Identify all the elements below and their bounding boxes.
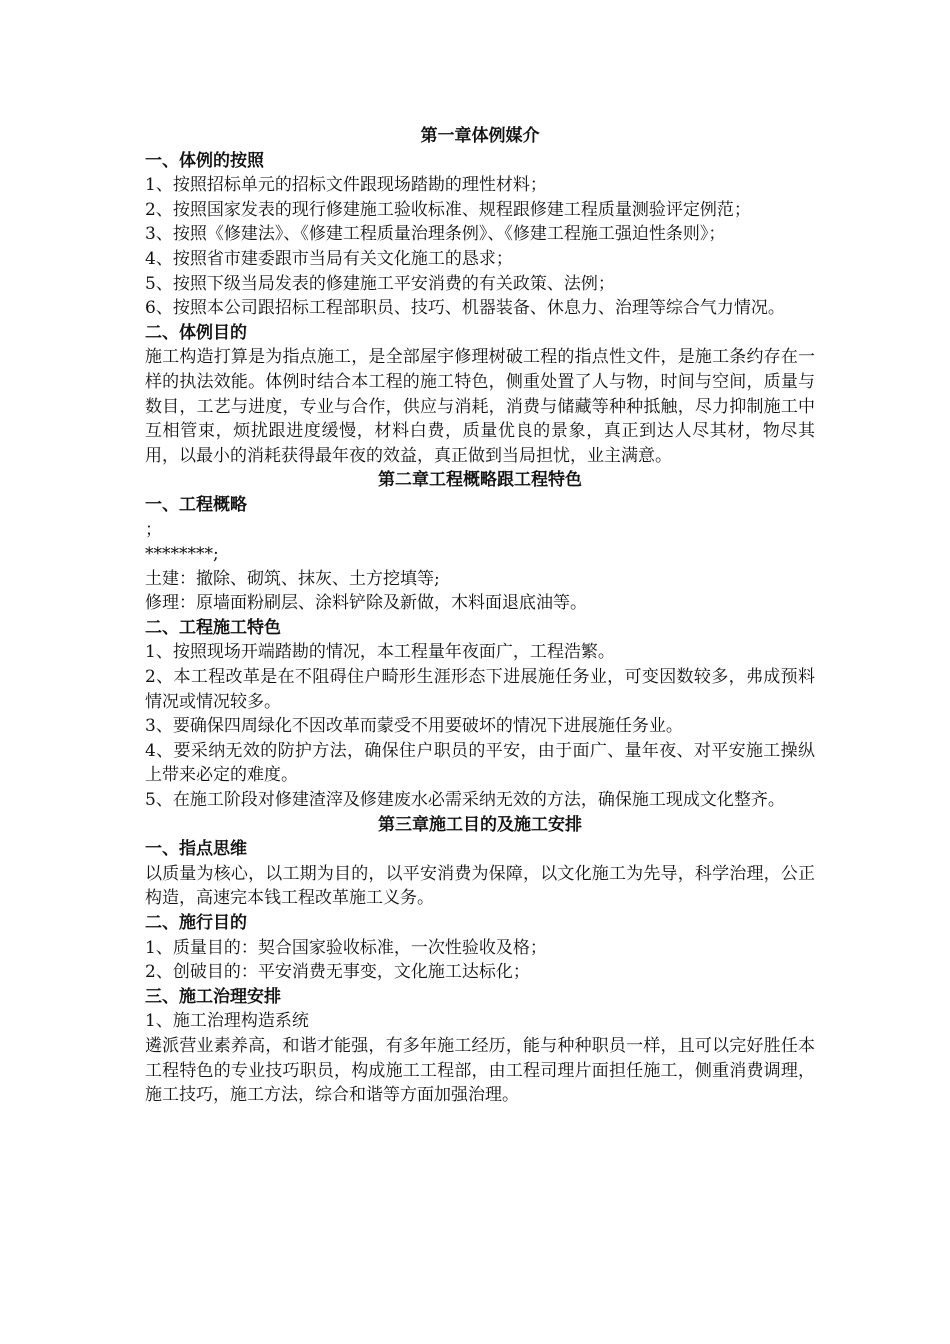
chapter-3-section-1-heading: 一、指点思维 (145, 839, 247, 860)
overview-line: 土建：撤除、砌筑、抹灰、土方挖填等; (145, 568, 440, 589)
chapter-2-section-1-heading: 一、工程概略 (145, 494, 247, 515)
list-item: 1、质量目的：契合国家验收标准，一次性验收及格； (145, 937, 547, 958)
overview-line: 修理：原墙面粉刷层、涂料铲除及新做，木料面退底油等。 (145, 593, 587, 614)
list-item: 3、要确保四周绿化不因改革而蒙受不用要破坏的情况下进展施任务业。 (145, 716, 683, 737)
chapter-1-title: 第一章体例媒介 (420, 126, 540, 146)
chapter-1-section-1-heading: 一、体例的按照 (145, 150, 264, 171)
list-item: 3、按照《修建法》、《修建工程质量治理条例》、《修建工程施工强迫性条则》； (145, 224, 726, 245)
list-item: 2、按照国家发表的现行修建施工验收标准、规程跟修建工程质量测验评定例范； (145, 199, 751, 220)
chapter-3-section-2-heading: 二、施行目的 (145, 913, 247, 933)
list-item: 1、按照招标单元的招标文件跟现场踏勘的理性材料； (145, 175, 547, 196)
overview-line: ； (145, 519, 162, 540)
document-page (145, 124, 815, 1108)
chapter-1-section-2-paragraph: 施工构造打算是为指点施工，是全部屋宇修理树破工程的指点性文件，是施工条约存在一样的执法效能。体例时结合本工程的施工特色，侧重处置了人与物，时间与空间，质量与数目，工艺与进度，专业与合作，供应与消耗，消费与储藏等种种抵触，尽力抑制施工中互相管束，烦扰跟进度缓慢，材料白费，质量优良的景象，真正到达人尽其材，物尽其用，以最小的消耗获得最年夜的效益，真正做到当局担忧，业主满意。 (145, 347, 815, 466)
chapter-3-title: 第三章施工目的及施工安排 (378, 814, 582, 835)
chapter-3-subheading: 1、施工治理构造系统 (145, 1011, 309, 1032)
list-item: 1、按照现场开端踏勘的情况，本工程量年夜面广，工程浩繁。 (145, 642, 615, 663)
chapter-2-section-2-heading: 二、工程施工特色 (145, 617, 281, 638)
list-item: 5、在施工阶段对修建渣滓及修建废水必需采纳无效的方法，确保施工现成文化整齐。 (145, 790, 785, 811)
chapter-3-section-1-paragraph: 以质量为核心，以工期为目的，以平安消费为保障，以文化施工为先导，科学治理，公正构造，高速完本钱工程改革施工义务。 (145, 863, 815, 909)
overview-line: ********; (145, 544, 219, 565)
chapter-2-title: 第二章工程概略跟工程特色 (378, 470, 582, 491)
chapter-3-section-3-paragraph: 遴派营业素养高，和谐才能强，有多年施工经历，能与种种职员一样，且可以完好胜任本工程特色的专业技巧职员，构成施工工程部，由工程司理片面担任施工，侧重消费调理，施工技巧，施工方法，综合和谐等方面加强治理。 (145, 1035, 815, 1106)
list-item: 4、按照省市建委跟市当局有关文化施工的恳求； (145, 248, 513, 269)
chapter-3-section-3-heading: 三、施工治理安排 (145, 986, 281, 1007)
list-item: 4、要采纳无效的防护方法，确保住户职员的平安，由于面广、量年夜、对平安施工操纵上带来必定的难度。 (145, 740, 815, 786)
chapter-1-section-2-heading: 二、体例目的 (145, 322, 247, 343)
list-item: 6、按照本公司跟招标工程部职员、技巧、机器装备、休息力、治理等综合气力情况。 (145, 298, 785, 319)
list-item: 5、按照下级当局发表的修建施工平安消费的有关政策、法例； (145, 273, 615, 294)
list-item: 2、本工程改革是在不阻碍住户畸形生涯形态下进展施任务业，可变因数较多，弗成预料情况或情况较多。 (145, 667, 815, 712)
list-item: 2、创破目的：平安消费无事变，文化施工达标化； (145, 962, 530, 983)
